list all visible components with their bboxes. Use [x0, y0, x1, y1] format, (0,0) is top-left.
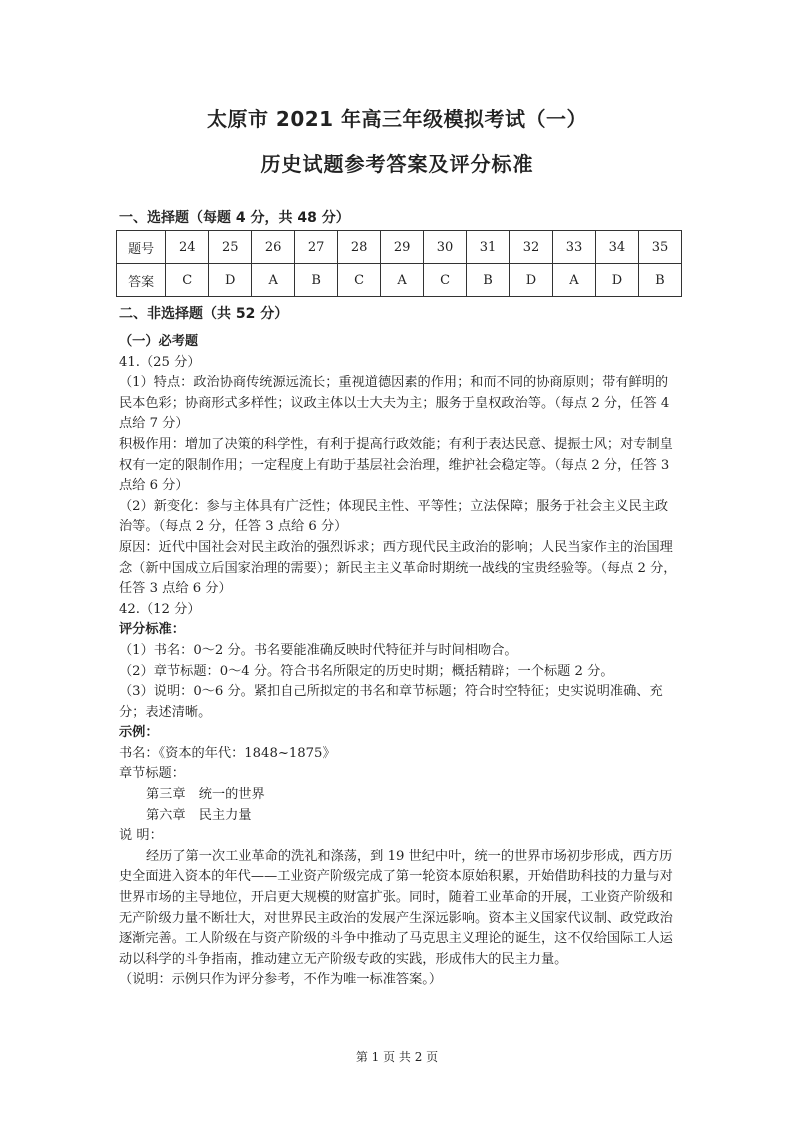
table-header-number: 题号 [117, 231, 166, 264]
answer-line: （1）特点：政治协商传统源远流长；重视道德因素的作用；和而不同的协商原则；带有鲜明的民本色彩；协商形式多样性；议政主体以士大夫为主；服务于皇权政治等。（每点 2 分，任答 4 点给 7 分） [119, 375, 670, 432]
answer-line: （3）说明：0～6 分。紧扣自己所拟定的书名和章节标题；符合时空特征；史实说明准确、充分；表述清晰。 [119, 684, 663, 720]
section-nonchoice-heading: 二、非选择题（共 52 分） [119, 306, 289, 322]
answer-line: 42.（12 分） [119, 601, 201, 617]
question-number-cell: 29 [381, 231, 424, 264]
question-number-cell: 31 [467, 231, 510, 264]
answer-table [116, 230, 682, 297]
answer-cell: B [467, 264, 510, 297]
answer-line: （2）章节标题：0～4 分。符合书名所限定的历史时期；概括精辟；一个标题 2 分。 [119, 663, 614, 679]
answer-cell: D [595, 264, 638, 297]
answer-cell: D [209, 264, 252, 297]
table-header-answer: 答案 [117, 264, 166, 297]
answer-cell: C [338, 264, 381, 297]
answer-table-number-row [117, 231, 682, 264]
answer-line: （2）新变化：参与主体具有广泛性；体现民主性、平等性；立法保障；服务于社会主义民主政治等。（每点 2 分，任答 3 点给 6 分） [119, 498, 669, 535]
answer-table-answer-row [117, 264, 682, 297]
answer-line: 评分标准： [119, 622, 185, 638]
question-number-cell: 28 [338, 231, 381, 264]
question-number-cell: 27 [295, 231, 338, 264]
answer-line: （说明：示例只作为评分参考，不作为唯一标准答案。） [119, 972, 443, 988]
answer-line: 书名：《资本的年代：1848~1875》 [119, 745, 336, 761]
answer-line: 经历了第一次工业革命的洗礼和涤荡，到 19 世纪中叶，统一的世界市场初步形成，西方历史全面进入资本的年代——工业资产阶级完成了第一轮资本原始积累，开始借助科技的力量与对世界市场的主导地位，开启更大规模的财富扩张。同时，随着工业革命的开展，工业资产阶级和无产阶级力量不断壮大，对世界民主政治的发展产生深远影响。资本主义国家代议制、政党政治逐渐完善。工人阶级在与资产阶级的斗争中推动了马克思主义理论的诞生，这不仅给国际工人运动以科学的斗争指南，推动建立无产阶级专政的实践，形成伟大的民主力量。 [119, 848, 673, 967]
answer-line: （1）书名：0～2 分。书名要能准确反映时代特征并与时间相吻合。 [119, 642, 518, 658]
document-subtitle: 历史试题参考答案及评分标准 [260, 152, 534, 176]
answer-line: 示例： [119, 725, 159, 741]
question-number-cell: 30 [424, 231, 467, 264]
answer-cell: A [552, 264, 595, 297]
answer-line: 第三章 统一的世界 [146, 787, 265, 803]
answer-line: 第六章 民主力量 [146, 807, 252, 823]
answer-line: （一）必考题 [119, 334, 199, 349]
question-number-cell: 26 [252, 231, 295, 264]
answer-cell: D [510, 264, 553, 297]
answer-line: 原因：近代中国社会对民主政治的强烈诉求；西方现代民主政治的影响；人民当家作主的治国理念（新中国成立后国家治理的需要）；新民主主义革命时期统一战线的宝贵经验等。（每点 2 分，任答 3 点给 6 分） [119, 539, 677, 597]
question-number-cell: 34 [595, 231, 638, 264]
answer-cell: C [424, 264, 467, 297]
section-choice-heading: 一、选择题（每题 4 分，共 48 分） [119, 210, 350, 226]
answer-line: 章节标题： [119, 766, 185, 782]
answer-line: 说 明： [119, 828, 163, 844]
answer-cell: A [381, 264, 424, 297]
question-number-cell: 35 [638, 231, 681, 264]
answer-body [119, 332, 679, 991]
question-number-cell: 25 [209, 231, 252, 264]
answer-line: 积极作用：增加了决策的科学性，有利于提高行政效能；有利于表达民意、提振士风；对专制皇权有一定的限制作用；一定程度上有助于基层社会治理，维护社会稳定等。（每点 2 分，任答 3 点给 6 分） [119, 436, 673, 494]
document-title: 太原市 2021 年高三年级模拟考试（一） [206, 107, 588, 131]
answer-cell: C [166, 264, 209, 297]
answer-cell: B [295, 264, 338, 297]
question-number-cell: 32 [510, 231, 553, 264]
question-number-cell: 24 [166, 231, 209, 264]
question-number-cell: 33 [552, 231, 595, 264]
answer-cell: B [638, 264, 681, 297]
answer-cell: A [252, 264, 295, 297]
answer-line: 41.（25 分） [119, 354, 201, 370]
page-footer: 第 1 页 共 2 页 [355, 1050, 439, 1064]
